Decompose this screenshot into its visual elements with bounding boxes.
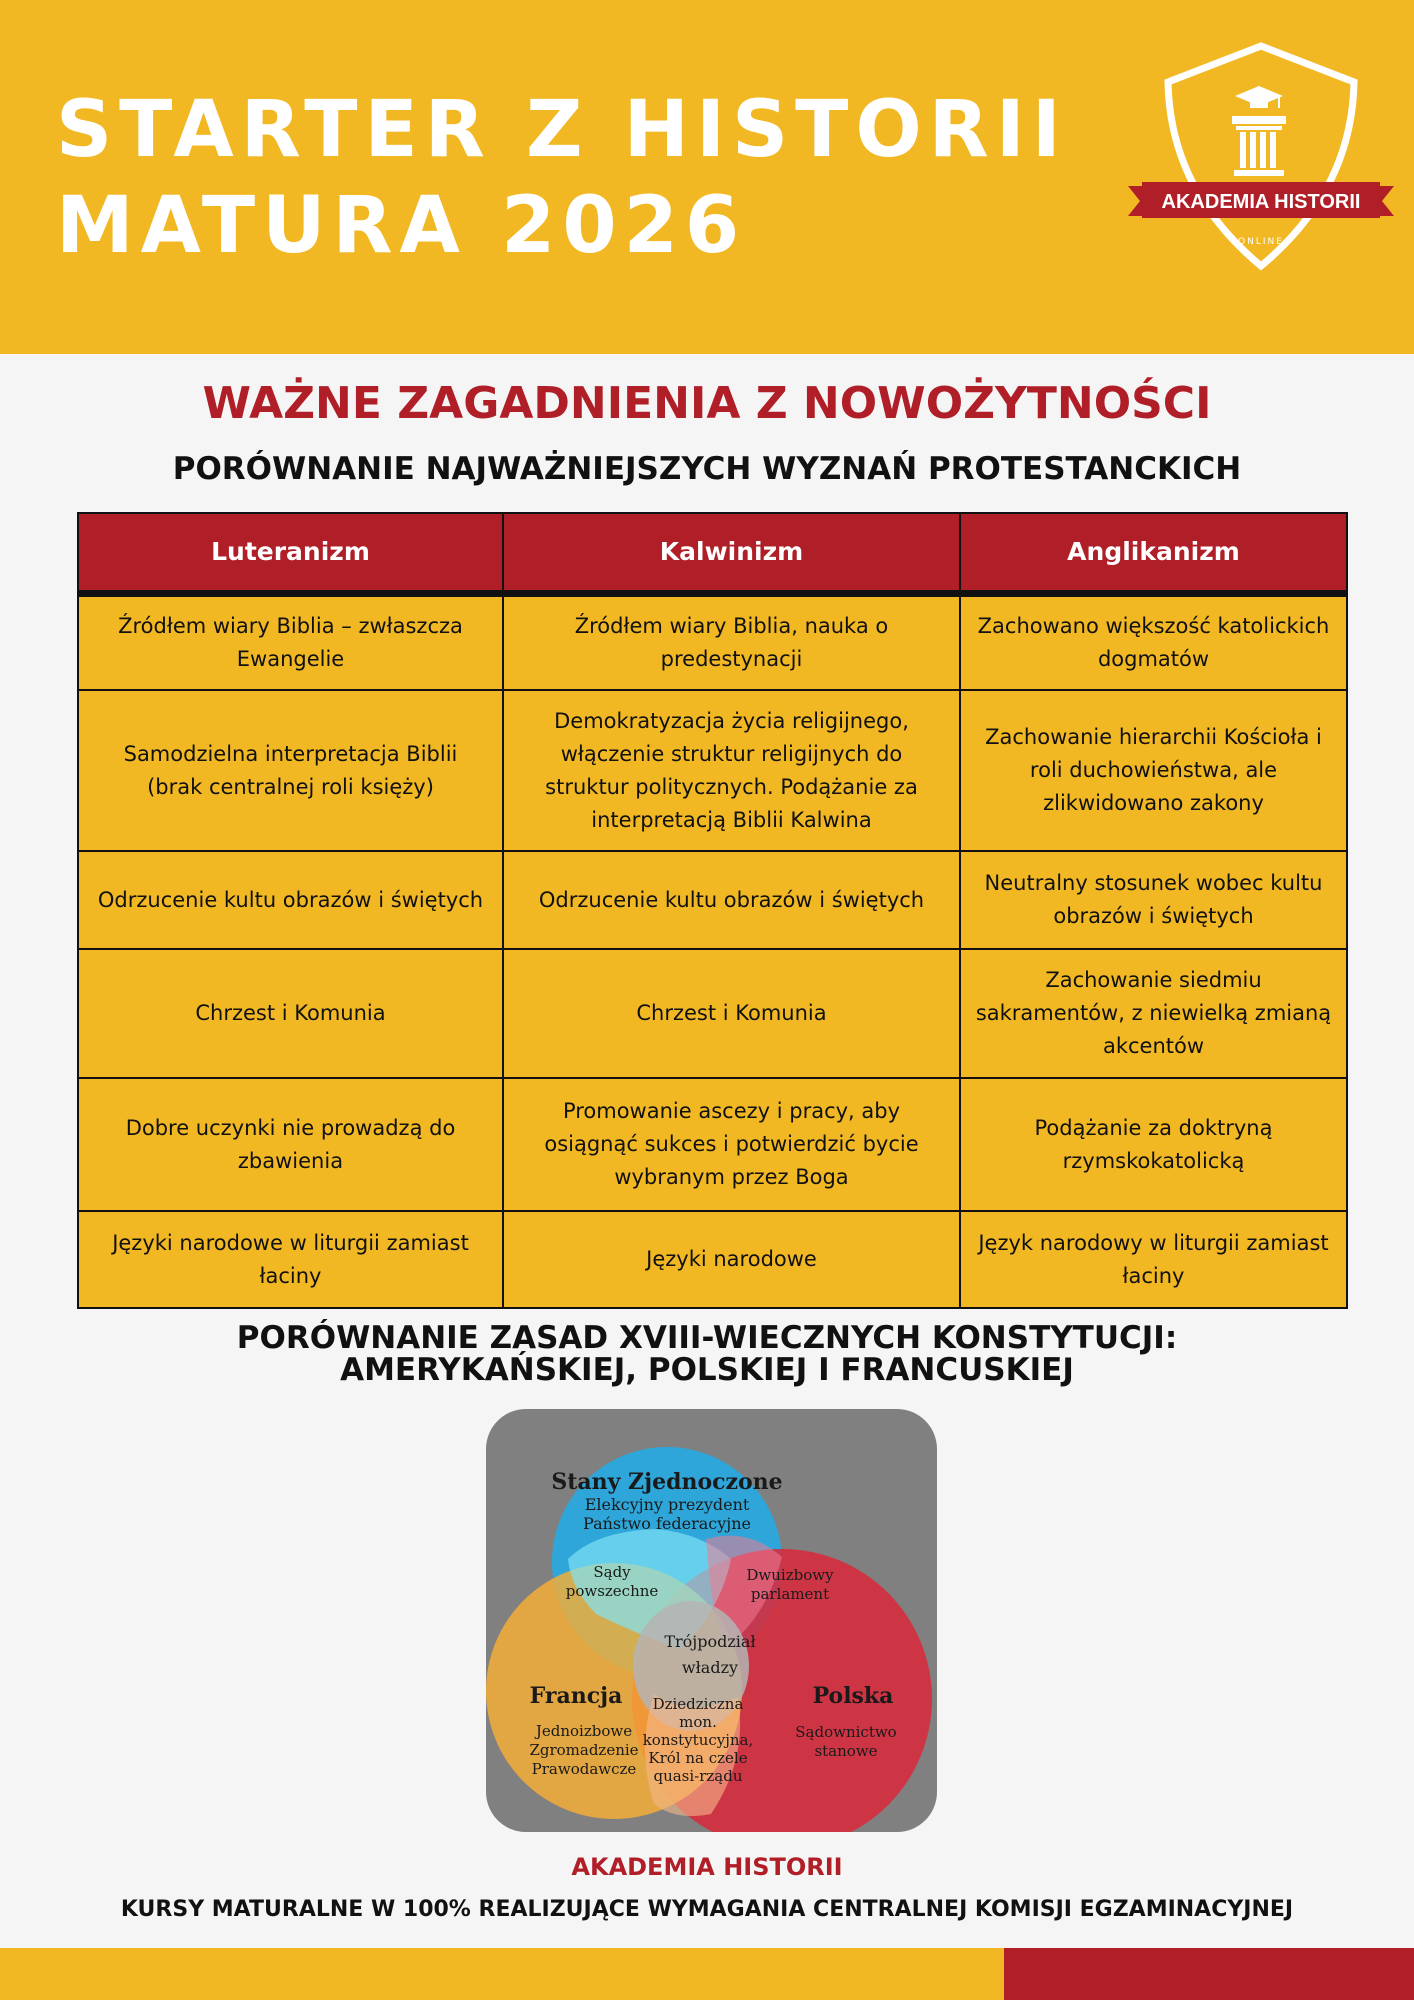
table-cell: Samodzielna interpretacja Biblii (brak centralnej roli księży) (78, 690, 503, 851)
venn-usa-france-item: powszechne (565, 1582, 659, 1600)
constitutions-title-line-1: PORÓWNANIE ZASAD XVIII-WIECZNYCH KONSTYTUCJI: (236, 1320, 1178, 1356)
logo-tag: ONLINE (1238, 237, 1284, 247)
table-cell: Neutralny stosunek wobec kultu obrazów i świętych (960, 851, 1347, 949)
table-cell: Chrzest i Komunia (78, 949, 503, 1078)
constitutions-title (0, 1322, 1414, 1386)
table-cell: Dobre uczynki nie prowadzą do zbawienia (78, 1078, 503, 1211)
akademia-historii-logo (1126, 40, 1396, 276)
venn-usa-poland-item: parlament (750, 1585, 830, 1603)
table-row (78, 1211, 1347, 1308)
table-cell: Języki narodowe (503, 1211, 960, 1308)
comparison-table (77, 512, 1346, 1309)
column-header: Kalwinizm (503, 513, 960, 593)
table-row (78, 949, 1347, 1078)
venn-france-label: Francja (529, 1683, 623, 1709)
title-line-2: MATURA 2026 (56, 181, 747, 271)
table-cell: Demokratyzacja życia religijnego, włączenie struktur religijnych do struktur politycznych. Podążanie za interpretacją Biblii Kalwina (503, 690, 960, 851)
venn-france-poland-item: mon. (679, 1713, 717, 1731)
table-cell: Promowanie ascezy i pracy, aby osiągnąć sukces i potwierdzić bycie wybranym przez Boga (503, 1078, 960, 1211)
footer-brand: AKADEMIA HISTORII (571, 1853, 843, 1881)
table-cell: Język narodowy w liturgii zamiast łaciny (960, 1211, 1347, 1308)
table-row (78, 690, 1347, 851)
comparison-title: PORÓWNANIE NAJWAŻNIEJSZYCH WYZNAŃ PROTESTANCKICH (172, 451, 1242, 487)
table-header-row (78, 513, 1347, 593)
table-cell: Odrzucenie kultu obrazów i świętych (503, 851, 960, 949)
constitutions-title-line-2: AMERYKAŃSKIEJ, POLSKIEJ I FRANCUSKIEJ (340, 1352, 1074, 1388)
venn-usa-france-item: Sądy (593, 1563, 631, 1581)
venn-all-item: Trójpodział (664, 1632, 756, 1651)
venn-france-item: Prawodawcze (531, 1760, 637, 1778)
venn-france-item: Jednoizbowe (535, 1722, 633, 1740)
venn-all-item: władzy (681, 1658, 739, 1677)
venn-usa-item: Elekcyjny prezydent (584, 1495, 750, 1514)
table-cell: Odrzucenie kultu obrazów i świętych (78, 851, 503, 949)
page-title (56, 82, 1068, 274)
footer-bar-red (1004, 1948, 1414, 2000)
venn-france-poland-item: Król na czele (648, 1749, 748, 1767)
venn-france-poland-item: konstytucyjna, (642, 1731, 754, 1749)
table-row (78, 593, 1347, 690)
venn-usa-item: Państwo federacyjne (583, 1514, 751, 1533)
table-row (78, 851, 1347, 949)
venn-france-poland-item: quasi-rządu (653, 1767, 743, 1785)
table-cell: Chrzest i Komunia (503, 949, 960, 1078)
section-title: WAŻNE ZAGADNIENIA Z NOWOŻYTNOŚCI (202, 378, 1212, 429)
table-row (78, 1078, 1347, 1211)
constitutions-venn-diagram (486, 1409, 937, 1832)
column-header: Anglikanizm (960, 513, 1347, 593)
venn-usa-poland-item: Dwuizbowy (746, 1566, 834, 1584)
footer-bar-yellow (0, 1948, 1004, 2000)
column-graduation-cap-icon (1232, 86, 1286, 176)
venn-poland-item: Sądownictwo (795, 1723, 897, 1741)
table-cell: Zachowanie hierarchii Kościoła i roli duchowieństwa, ale zlikwidowano zakony (960, 690, 1347, 851)
table-cell: Źródłem wiary Biblia – zwłaszcza Ewangelie (78, 593, 503, 690)
venn-france-item: Zgromadzenie (529, 1741, 639, 1759)
table-cell: Źródłem wiary Biblia, nauka o predestynacji (503, 593, 960, 690)
table-cell: Zachowanie siedmiu sakramentów, z niewielką zmianą akcentów (960, 949, 1347, 1078)
table-cell: Zachowano większość katolickich dogmatów (960, 593, 1347, 690)
venn-poland-label: Polska (812, 1683, 894, 1709)
header-banner (0, 0, 1414, 354)
venn-poland-item: stanowe (814, 1742, 878, 1760)
venn-usa-label: Stany Zjednoczone (551, 1469, 783, 1495)
table-cell: Języki narodowe w liturgii zamiast łaciny (78, 1211, 503, 1308)
title-line-1: STARTER Z HISTORII (56, 85, 1068, 175)
logo-name: AKADEMIA HISTORII (1161, 191, 1361, 213)
column-header: Luteranizm (78, 513, 503, 593)
footer-tagline: KURSY MATURALNE W 100% REALIZUJĄCE WYMAGANIA CENTRALNEJ KOMISJI EGZAMINACYJNEJ (120, 1897, 1294, 1922)
table-cell: Podążanie za doktryną rzymskokatolicką (960, 1078, 1347, 1211)
venn-france-poland-item: Dziedziczna (652, 1695, 744, 1713)
